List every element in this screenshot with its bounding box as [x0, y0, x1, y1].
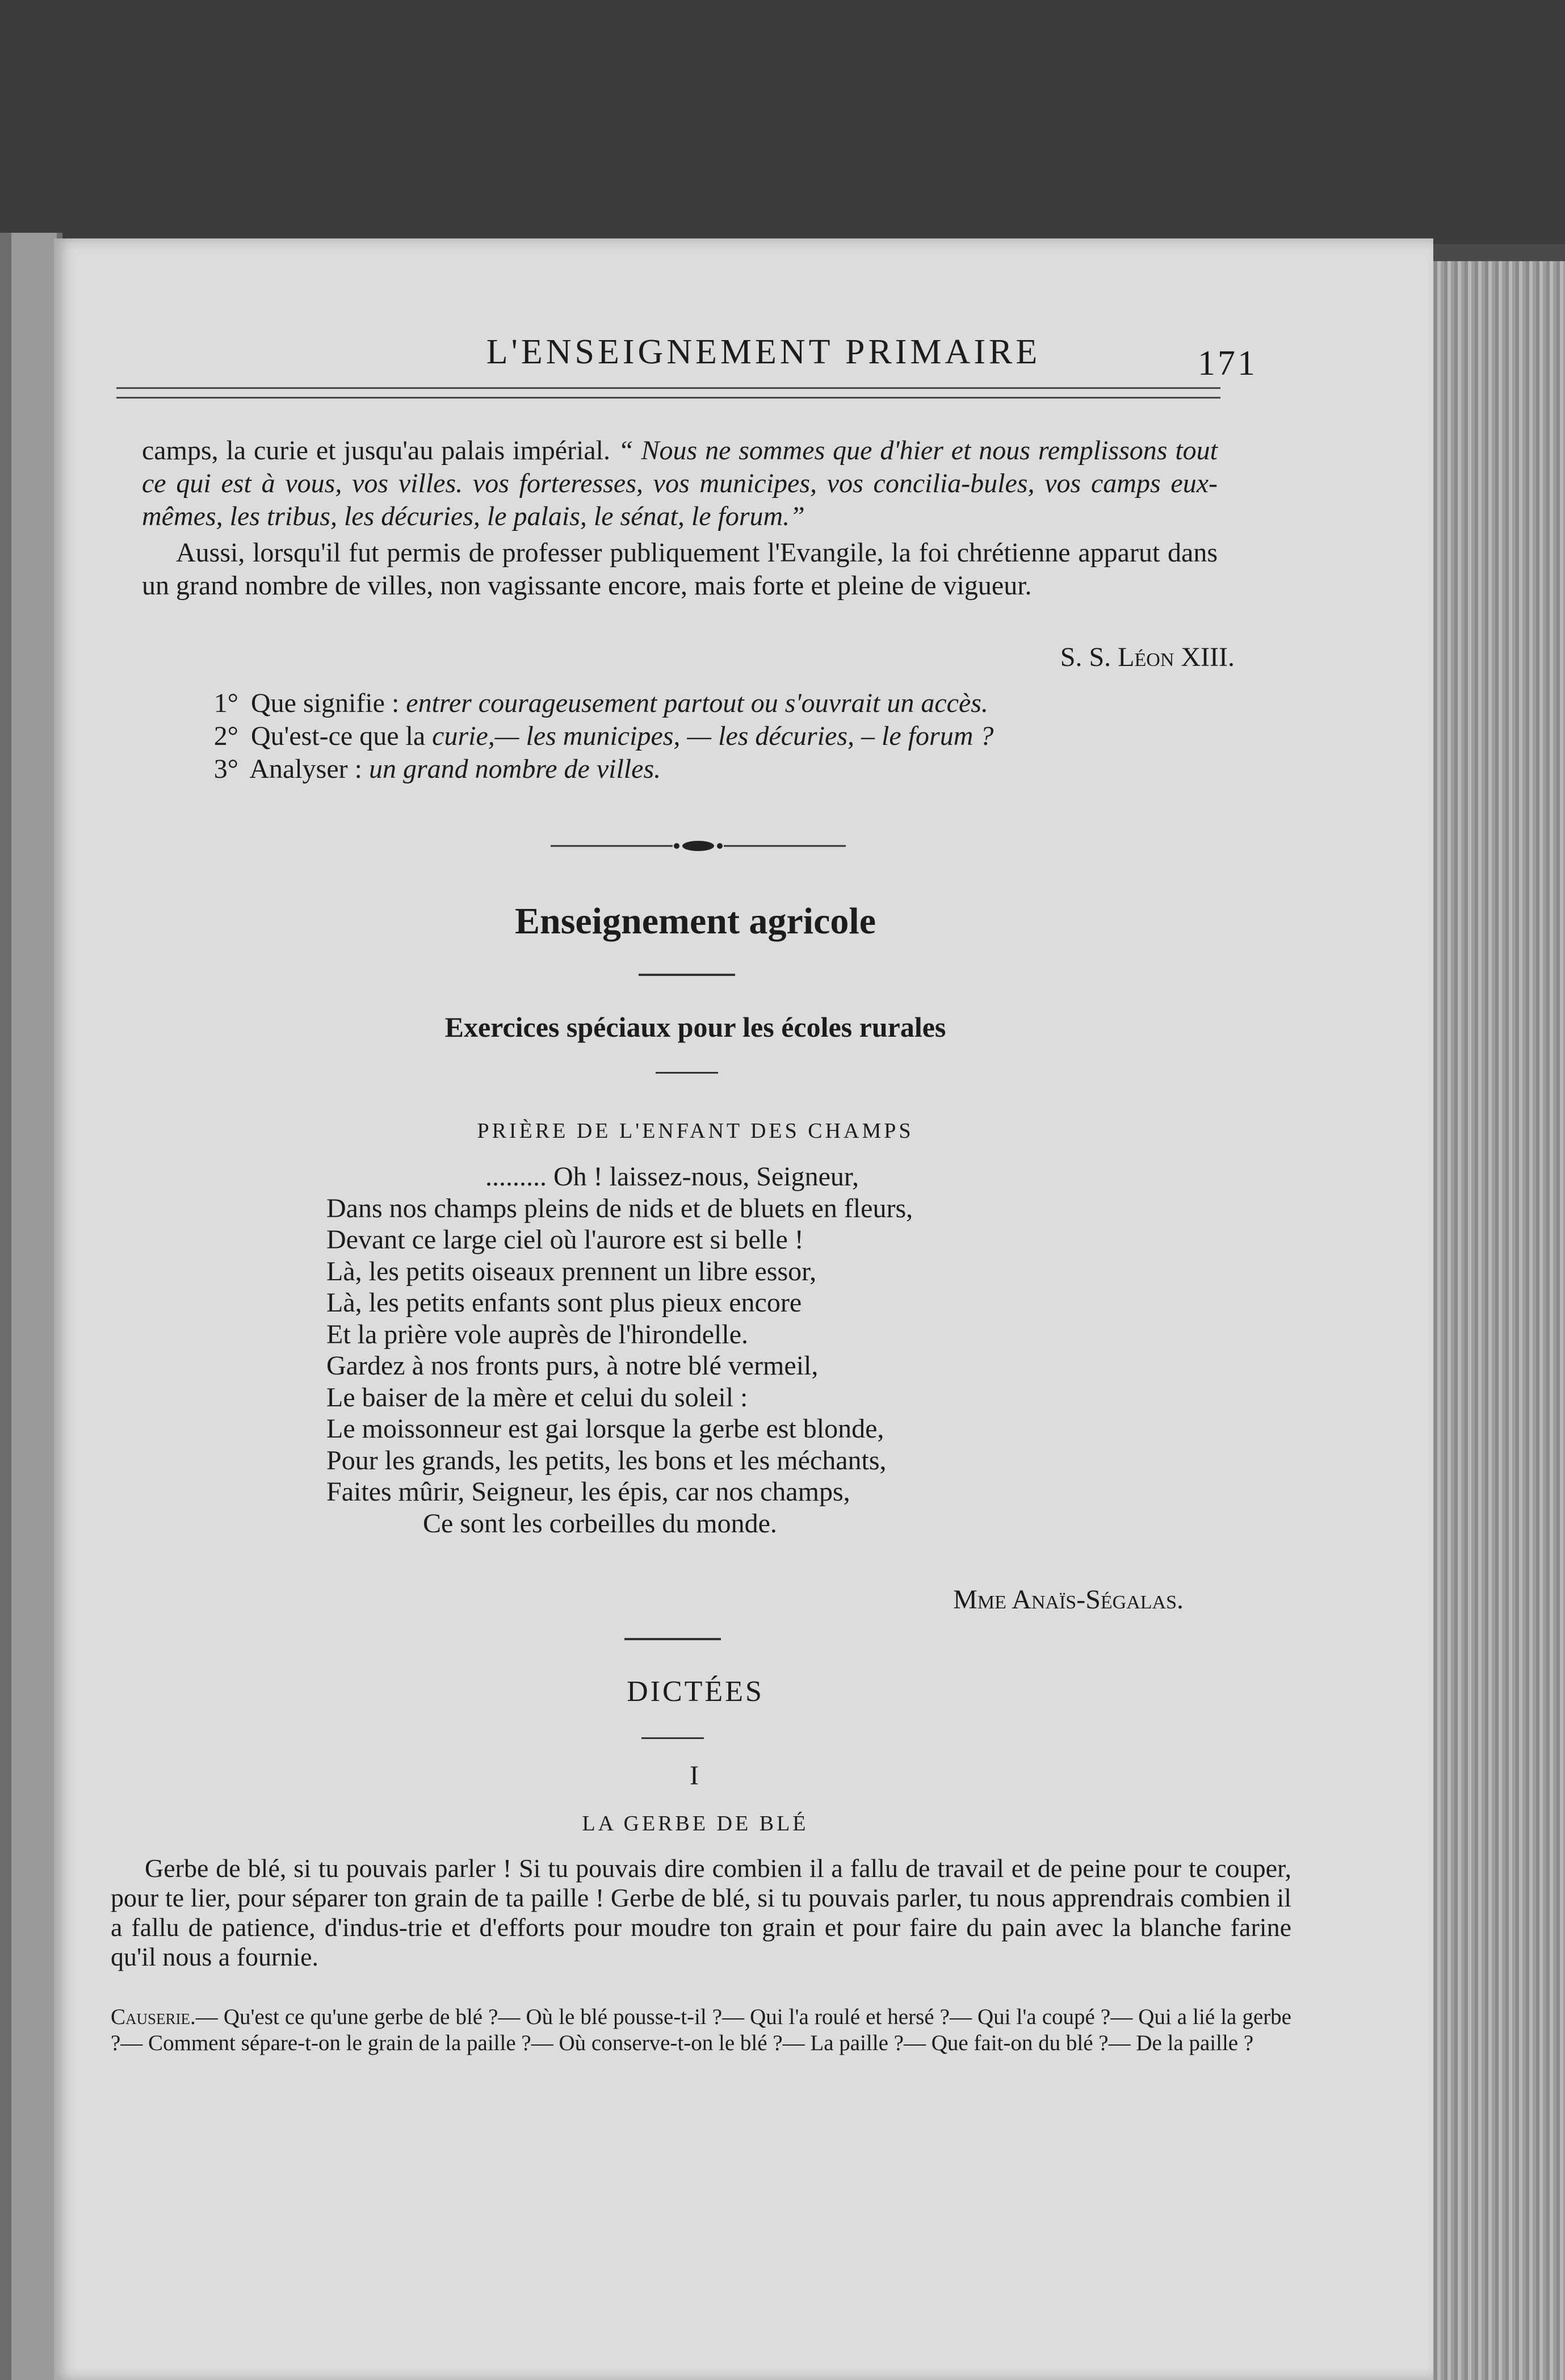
- intro-paragraph-1-quote: “ Nous ne sommes que d'hier et nous remplissons tout ce qui est à vous, vos villes. vos forteresses, vos municipes, vos concilia-bules, vos camps eux-mêmes, les tribus, les décuries, le palais, le sénat, le forum.”: [142, 435, 1218, 531]
- running-title: L'ENSEIGNEMENT PRIMAIRE: [486, 333, 1041, 371]
- section-rule: [639, 974, 735, 976]
- page-stack-edge: [1413, 261, 1565, 2380]
- section-subtitle: Exercices spéciaux pour les écoles rurales: [444, 1011, 946, 1043]
- causerie-label: Causerie.: [111, 2005, 196, 2029]
- header-rule: [116, 387, 1220, 399]
- question-lead: Que signifie :: [251, 688, 400, 718]
- question-text: un grand nombre de villes.: [368, 754, 661, 784]
- causerie-paragraph: [111, 2004, 1291, 2056]
- page-number: 171: [1198, 344, 1257, 383]
- dictees-top-rule: [624, 1638, 721, 1640]
- poem-line: Gardez à nos fronts purs, à notre blé vermeil,: [326, 1351, 819, 1381]
- causerie-text: — Qu'est ce qu'une gerbe de blé ?— Où le blé pousse-t-il ?— Qui l'a roulé et hersé ?— Qui l'a coupé ?— Qui a lié la gerbe ?— Comment sépare-t-on le grain de la paille ?— Où conserve-t-on le blé ?— La paille ?— Que fait-on du blé ?— De la paille ?: [111, 2005, 1291, 2055]
- dictee-text: Gerbe de blé, si tu pouvais parler ! Si tu pouvais dire combien il a fallu de travail et de peine pour te couper, pour te lier, pour séparer ton grain de ta paille ! Gerbe de blé, si tu pouvais parler, tu nous apprendrais combien il a fallu de patience, d'indus-trie et d'efforts pour moudre ton grain et pour faire du pain avec la blanche farine qu'il nous a fournie.: [111, 1854, 1291, 1971]
- question-number: 1°: [213, 688, 238, 718]
- poem-body: [326, 1161, 913, 1539]
- poem-line: Là, les petits enfants sont plus pieux encore: [326, 1288, 802, 1318]
- poem-line: Faites mûrir, Seigneur, les épis, car nos champs,: [326, 1477, 850, 1507]
- poem-line: Pour les grands, les petits, les bons et les méchants,: [326, 1445, 887, 1476]
- poem-line: Là, les petits oiseaux prennent un libre essor,: [326, 1256, 817, 1287]
- poem-author-text: Mme Anaïs-Ségalas.: [953, 1585, 1184, 1615]
- dictee-number: I: [690, 1761, 701, 1791]
- intro-paragraph-2: Aussi, lorsqu'il fut permis de professer publiquement l'Evangile, la foi chrétienne apparut dans un grand nombre de villes, non vagissante encore, mais forte et pleine de vigueur.: [142, 538, 1218, 601]
- dictee-subtitle: LA GERBE DE BLÉ: [582, 1812, 809, 1836]
- poem-line: Devant ce large ciel où l'aurore est si belle !: [326, 1225, 804, 1255]
- poem-author: [718, 1584, 1184, 1615]
- question-3: [199, 753, 661, 786]
- poem-line: Le moissonneur est gai lorsque la gerbe est blonde,: [326, 1414, 884, 1444]
- question-1: [199, 687, 988, 720]
- poem-line: Et la prière vole auprès de l'hirondelle.: [326, 1319, 749, 1350]
- intro-paragraph-1: [142, 434, 1218, 533]
- left-page-edge: [11, 233, 57, 2380]
- question-number: 3°: [213, 754, 238, 784]
- question-lead: Qu'est-ce que la: [251, 721, 426, 751]
- ornament-divider: [551, 835, 846, 857]
- question-number: 2°: [213, 721, 238, 751]
- poem-line: Dans nos champs pleins de nids et de bluets en fleurs,: [326, 1193, 913, 1223]
- signature-text: S. S. Léon XIII.: [1060, 642, 1235, 672]
- intro-paragraph-1-plain: camps, la curie et jusqu'au palais impérial.: [142, 435, 611, 466]
- intro-signature: [849, 642, 1235, 673]
- section-title: Enseignement agricole: [514, 900, 876, 942]
- dictees-rule: [641, 1737, 704, 1739]
- poem-title: PRIÈRE DE L'ENFANT DES CHAMPS: [477, 1119, 914, 1143]
- poem-line: Le baiser de la mère et celui du soleil :: [326, 1382, 748, 1413]
- poem-line: ......... Oh ! laissez-nous, Seigneur,: [485, 1162, 859, 1192]
- question-lead: Analyser :: [249, 754, 362, 784]
- background-dark-top: [0, 0, 1565, 244]
- subtitle-rule: [656, 1072, 718, 1074]
- poem-line: Ce sont les corbeilles du monde.: [423, 1508, 777, 1539]
- question-text: curie,— les municipes, — les décuries, – le forum ?: [432, 721, 994, 751]
- book-page: [54, 238, 1433, 2380]
- question-text: entrer courageusement partout ou s'ouvrait un accès.: [406, 688, 988, 718]
- question-2: [199, 720, 993, 753]
- dictees-title: DICTÉES: [627, 1675, 764, 1708]
